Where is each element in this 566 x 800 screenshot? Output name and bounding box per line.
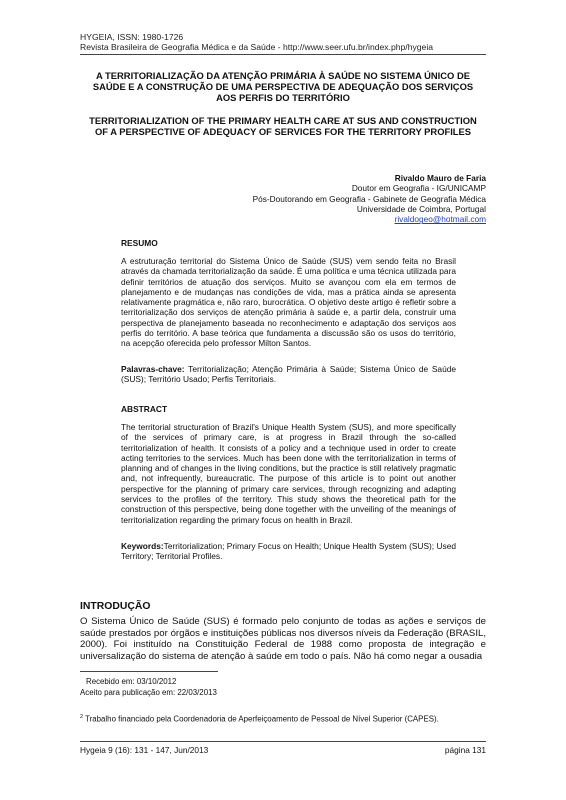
keywords-text: Territorialização; Atenção Primária à Saúde; Sistema Único de Saúde (SUS); Território Usado; Perfis Territoriais.	[121, 364, 456, 385]
footnote-funding	[80, 712, 439, 725]
journal-header	[80, 32, 433, 52]
footnote-received: Recebido em: 03/10/2012	[86, 677, 177, 686]
keywords-label: Keywords:	[121, 541, 164, 551]
abstract-keywords	[121, 541, 456, 562]
title-portuguese	[80, 70, 486, 103]
title-en-line: TERRITORIALIZATION OF THE PRIMARY HEALTH CARE AT SUS AND CONSTRUCTION	[89, 115, 477, 126]
journal-issn: HYGEIA, ISSN: 1980-1726	[80, 32, 184, 42]
author-affiliation: Universidade de Coimbra, Portugal	[356, 203, 486, 214]
author-name: Rivaldo Mauro de Faria	[394, 173, 486, 183]
author-affiliation: Doutor em Geografia - IG/UNICAMP	[351, 183, 486, 194]
resumo-text: A estruturação territorial do Sistema Único de Saúde (SUS) vem sendo feita no Brasil através da chamada territorialização da saúde. É uma política e uma técnica utilizada para definir territórios de atuação dos serviços. Muito se avançou com ela em termos de planejamento e de mudanças nas condições de vida, mas a prática ainda se apresenta relativamente pragmática e, não raro, burocrática. O objetivo deste artigo é refletir sobre a territorialização dos serviços de atenção primária à saúde e, a partir dela, construir uma perspectiva de planejamento baseada no reconhecimento e adaptação dos serviços aos perfis do território. A base teórica que fundamenta a discussão são os usos do território, na acepção oferecida pelo professor Milton Santos.	[121, 256, 456, 349]
title-pt-line: AOS PERFIS DO TERRITÓRIO	[216, 92, 350, 103]
footnote-divider	[80, 671, 218, 672]
resumo-keywords	[121, 364, 456, 385]
keywords-label: Palavras-chave:	[121, 364, 185, 374]
abstract-text: The territorial structuration of Brazil's Unique Health System (SUS), and more specifically of the services of primary care, is at progress in Brazil through the so-called territorialization of health. It consists of a policy and a technique used in order to create acting territories to the services. Much has been done with the territorialization in terms of planning and of changes in the living conditions, but the practice is still relatively pragmatic and, not infrequently, bureaucratic. The purpose of this article is to point out another perspective for the planning of primary care services, through recognizing and adapting services to the profiles of the territory. This study shows the theoretical path for the construction of this perspective, being done together with the unveiling of the meanings of territorialization regarding the primary focus on health in Brazil.	[121, 422, 456, 525]
footer-citation: Hygeia 9 (16): 131 - 147, Jun/2013	[80, 745, 209, 755]
intro-heading: INTRODUÇÃO	[80, 601, 151, 612]
header-divider	[80, 54, 486, 55]
footnote-funding-text: Trabalho financiado pela Coordenadoria de Aperfeiçoamento de Pessoal de Nível Superior (CAPES).	[83, 714, 439, 724]
author-block	[253, 173, 486, 224]
page-number: página 131	[444, 745, 486, 755]
footer-divider	[80, 741, 486, 742]
footnote-mark: 2	[80, 714, 84, 720]
author-affiliation: Pós-Doutorando em Geografia - Gabinete de Geografia Médica	[252, 193, 486, 204]
keywords-text: Territorialization; Primary Focus on Health; Unique Health System (SUS); Used Territory; Territorial Profiles.	[121, 541, 456, 562]
intro-text: O Sistema Único de Saúde (SUS) é formado pelo conjunto de todas as ações e serviços de saúde prestados por órgãos e instituições públicas nos diversos níveis da Federação (BRASIL, 2000). Foi instituído na Constituição Federal de 1988 como proposta de integração e universalização do sistema de atenção à saúde em todo o país. Não há como negar a ousadia	[80, 616, 486, 663]
title-en-line: OF A PERSPECTIVE OF ADEQUACY OF SERVICES FOR THE TERRITORY PROFILES	[94, 126, 472, 137]
journal-name-url: Revista Brasileira de Geografia Médica e da Saúde - http://www.seer.ufu.br/index.php/hygeia	[80, 42, 434, 52]
footnote-accepted: Aceito para publicação em: 22/03/2013	[80, 688, 217, 697]
author-email-link[interactable]: rivaldogeo@hotmail.com	[394, 214, 486, 225]
title-english	[80, 115, 486, 137]
abstract-heading: ABSTRACT	[121, 404, 168, 414]
title-pt-line: SAÚDE E A CONSTRUÇÃO DE UMA PERSPECTIVA DE ADEQUAÇÃO DOS SERVIÇOS	[92, 81, 474, 92]
resumo-heading: RESUMO	[121, 238, 158, 248]
title-pt-line: A TERRITORIALIZAÇÃO DA ATENÇÃO PRIMÁRIA À SAÚDE NO SISTEMA ÚNICO DE	[96, 70, 470, 81]
